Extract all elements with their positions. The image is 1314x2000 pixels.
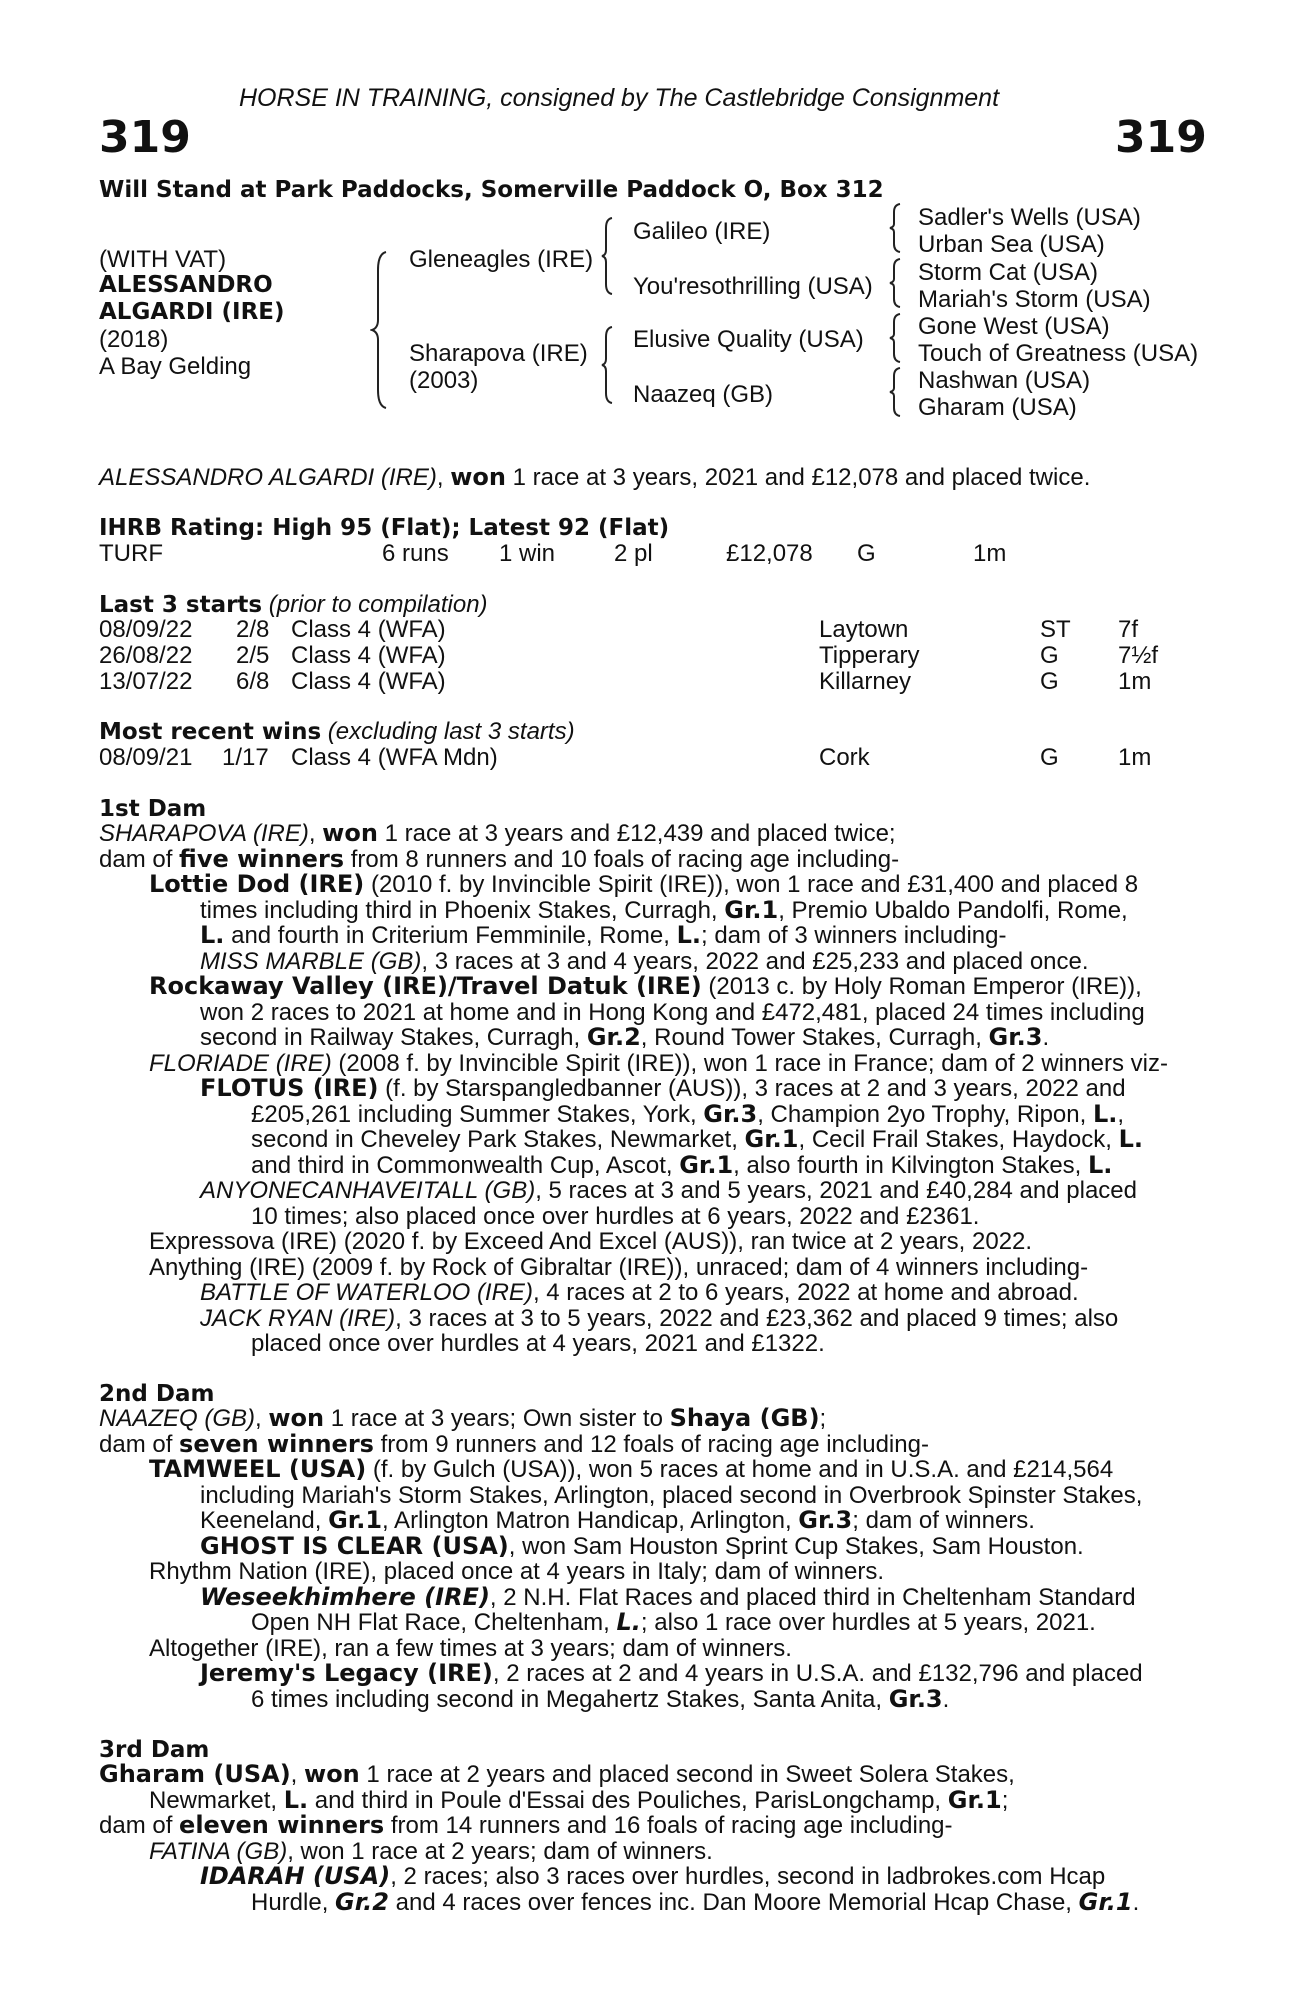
race-summary: ALESSANDRO ALGARDI (IRE), won 1 race at 3 years, 2021 and £12,078 and placed twice.: [99, 463, 1091, 491]
pedigree-dss: Gone West (USA): [918, 313, 1110, 340]
winners-count: five winners: [179, 844, 345, 873]
produce-name: MISS MARBLE (GB): [200, 947, 422, 975]
text: Keeneland,: [200, 1507, 329, 1534]
produce-line: [99, 1684, 1204, 1713]
lot-number-left: 319: [99, 112, 191, 163]
recent-win-pos: 1/17: [222, 744, 269, 771]
text: ,: [308, 820, 323, 847]
produce-name: GHOST IS CLEAR (USA): [200, 1531, 509, 1560]
text: from 14 runners and 16 foals of racing age including-: [384, 1812, 953, 1839]
rating-wins: 1 win: [499, 540, 556, 567]
produce-name: Lottie Dod (IRE): [149, 870, 365, 898]
last3-row-pos: 2/8: [236, 616, 270, 643]
last3-row-going: ST: [1040, 616, 1071, 643]
last3-row-course: Laytown: [819, 616, 909, 643]
text: .: [1042, 1024, 1050, 1051]
text: and 4 races over fences inc. Dan Moore Memorial Hcap Chase,: [388, 1888, 1079, 1916]
text: dam of: [99, 845, 180, 873]
produce-line: [99, 1887, 1204, 1916]
text: dam of: [99, 1812, 180, 1839]
grade: Gr.1: [328, 1506, 383, 1534]
pedigree-main-brace: [370, 250, 390, 410]
produce-name: BATTLE OF WATERLOO (IRE): [200, 1279, 533, 1306]
text: , 2 races; also 3 races over hurdles, second in ladbrokes.com Hcap: [390, 1863, 1106, 1890]
produce-line: [99, 1839, 1204, 1865]
dam2-line: [99, 1406, 1204, 1432]
last3-row-dist: 7f: [1118, 616, 1139, 643]
text: second in Cheveley Park Stakes, Newmarket,: [251, 1126, 745, 1153]
grade: L.: [200, 921, 225, 949]
recent-win-going: G: [1040, 744, 1059, 771]
grade: L.: [1088, 1150, 1113, 1179]
text: , Premio Ubaldo Pandolfi, Rome,: [778, 896, 1128, 924]
pedigree-dam: Sharapova (IRE): [409, 340, 588, 367]
lot-number-right: 319: [1115, 112, 1207, 163]
rating-earnings: £12,078: [726, 540, 813, 567]
grade: L.: [1092, 1099, 1118, 1128]
produce-name: FLOTUS (IRE): [200, 1074, 379, 1102]
recent-win-dist: 1m: [1118, 744, 1152, 771]
text: times including third in Phoenix Stakes, Curragh,: [200, 896, 725, 924]
last3-row-going: G: [1040, 668, 1059, 695]
winners-count: eleven winners: [179, 1811, 385, 1839]
text: , Arlington Matron Handicap, Arlington,: [382, 1507, 799, 1534]
produce-line: [99, 1661, 1204, 1687]
produce-line: [99, 1864, 1204, 1890]
produce-name: Rockaway Valley (IRE)/Travel Datuk (IRE): [149, 972, 702, 1000]
text: .: [942, 1685, 950, 1713]
grade: Gr.1: [679, 1150, 734, 1179]
produce-line: including Mariah's Storm Stakes, Arlington, placed second in Overbrook Spinster Stakes,: [200, 1481, 1143, 1509]
rating-title: IHRB Rating: High 95 (Flat); Latest 92 (Flat): [99, 515, 670, 541]
grade: L.: [1118, 1125, 1144, 1153]
recent-win-class: Class 4 (WFA Mdn): [291, 744, 498, 771]
recent-wins-note: (excluding last 3 starts): [321, 718, 575, 745]
pedigree-ssd: Urban Sea (USA): [918, 231, 1105, 258]
dam-name: NAAZEQ (GB): [99, 1405, 256, 1432]
text: , 5 races at 3 and 5 years, 2021 and £40,284 and placed: [535, 1177, 1137, 1204]
recent-win-date: 08/09/21: [99, 744, 193, 771]
produce-name: Jeremy's Legacy (IRE): [200, 1659, 493, 1687]
pedigree-brace-ds: [888, 312, 902, 364]
rating-placed: 2 pl: [614, 540, 653, 567]
produce-name: ANYONECANHAVEITALL (GB): [200, 1177, 536, 1204]
grade: Gr.1: [724, 895, 779, 924]
last3-row-course: Killarney: [819, 668, 912, 695]
produce-line: [99, 872, 1204, 898]
horse-name-line1: ALESSANDRO: [99, 272, 273, 298]
pedigree-brace-ss: [888, 202, 902, 254]
pedigree-ddd: Gharam (USA): [918, 394, 1077, 421]
text: £205,261 including Summer Stakes, York,: [251, 1100, 704, 1128]
produce-line: Altogether (IRE), ran a few times at 3 years; dam of winners.: [149, 1634, 792, 1662]
produce-line: [99, 1306, 1204, 1332]
recent-win-course: Cork: [819, 744, 870, 771]
text: Open NH Flat Race, Cheltenham,: [251, 1609, 617, 1636]
produce-line: Expressova (IRE) (2020 f. by Exceed And Excel (AUS)), ran twice at 2 years, 2022.: [149, 1228, 1033, 1255]
pedigree-sire-sire: Galileo (IRE): [633, 218, 771, 245]
grade: Gr.3: [988, 1023, 1043, 1051]
dam-name: SHARAPOVA (IRE): [99, 820, 309, 847]
produce-line: Anything (IRE) (2009 f. by Rock of Gibraltar (IRE)), unraced; dam of 4 winners including-: [149, 1253, 1089, 1281]
winners-count: seven winners: [179, 1429, 374, 1458]
text: , 2 races at 2 and 4 years in U.S.A. and £132,796 and placed: [492, 1660, 1143, 1687]
produce-line: [99, 949, 1204, 975]
text: , 3 races at 3 and 4 years, 2022 and £25,233 and placed once.: [421, 947, 1089, 975]
text: , also fourth in Kilvington Stakes,: [733, 1151, 1089, 1179]
pedigree-dam-brace: [600, 325, 614, 405]
produce-name: FATINA (GB): [149, 1837, 288, 1865]
text: ;: [819, 1405, 827, 1432]
text: from 9 runners and 12 foals of racing age including-: [373, 1430, 929, 1458]
dam3-line: [99, 1813, 1204, 1839]
grade: Gr.1: [744, 1125, 799, 1153]
text: ;: [1001, 1786, 1009, 1814]
produce-line: [99, 1150, 1204, 1179]
text: .: [1132, 1888, 1140, 1916]
last3-row-dist: 7½f: [1118, 642, 1159, 669]
text: (f. by Gulch (USA)), won 5 races at home and in U.S.A. and £214,564: [366, 1456, 1114, 1483]
grade: L.: [283, 1785, 309, 1814]
dam3-heading: 3rd Dam: [99, 1737, 210, 1763]
last3-row-class: Class 4 (WFA): [291, 668, 446, 695]
stable-location: Will Stand at Park Paddocks, Somerville Paddock O, Box 312: [99, 177, 884, 203]
pedigree-sds: Storm Cat (USA): [918, 259, 1099, 286]
pedigree-dsd: Touch of Greatness (USA): [918, 340, 1199, 367]
summary-text: 1 race at 3 years, 2021 and £12,078 and placed twice.: [505, 464, 1091, 491]
pedigree-sire-brace: [600, 216, 614, 296]
text: second in Railway Stakes, Curragh,: [200, 1024, 587, 1051]
produce-line: [99, 1025, 1204, 1051]
text: , Cecil Frail Stakes, Haydock,: [798, 1126, 1119, 1153]
text: and third in Poule d'Essai des Pouliches, ParisLongchamp,: [308, 1786, 948, 1814]
produce-line: [99, 1610, 1204, 1636]
produce-line: [99, 974, 1204, 1000]
text: , won 1 race at 2 years; dam of winners.: [287, 1837, 713, 1865]
produce-line: [99, 1457, 1204, 1483]
produce-line: placed once over hurdles at 4 years, 2021 and £1322.: [251, 1330, 825, 1357]
grade: Gr.3: [703, 1099, 758, 1128]
produce-line: [99, 1076, 1204, 1102]
text: , 3 races at 3 to 5 years, 2022 and £23,362 and placed 9 times; also: [395, 1304, 1119, 1332]
last3-row-pos: 6/8: [236, 668, 270, 695]
last3-row-class: Class 4 (WFA): [291, 642, 446, 669]
text: ; dam of winners.: [852, 1507, 1035, 1534]
horse-description: A Bay Gelding: [99, 353, 252, 380]
dam1-section: [99, 821, 1204, 1357]
text: and fourth in Criterium Femminile, Rome,: [224, 922, 677, 949]
text: Newmarket,: [149, 1786, 284, 1814]
won-label: won: [268, 1404, 325, 1432]
text: , Champion 2yo Trophy, Ripon,: [757, 1100, 1093, 1128]
last3-row-class: Class 4 (WFA): [291, 616, 446, 643]
produce-line: [99, 895, 1204, 924]
dam1-heading: 1st Dam: [99, 796, 207, 822]
grade: Gr.3: [798, 1506, 853, 1534]
recent-wins-title: Most recent wins: [99, 719, 322, 745]
grade: Gr.3: [888, 1684, 943, 1713]
text: 1 race at 2 years and placed second in Sweet Solera Stakes,: [359, 1761, 1015, 1788]
produce-name: JACK RYAN (IRE): [200, 1304, 396, 1332]
produce-line: [99, 1531, 1204, 1560]
recent-wins-heading: [99, 719, 575, 746]
dam1-line: [99, 844, 1204, 873]
text: , Round Tower Stakes, Curragh,: [640, 1024, 989, 1051]
grade: Gr.2: [586, 1023, 641, 1051]
text: , 2 N.H. Flat Races and placed third in Cheltenham Standard: [489, 1583, 1136, 1611]
dam3-line: [99, 1762, 1204, 1788]
won-label: won: [322, 819, 378, 847]
produce-name: TAMWEEL (USA): [149, 1455, 367, 1483]
text: 1 race at 3 years; Own sister to: [324, 1405, 670, 1432]
pedigree-dam-sire: Elusive Quality (USA): [633, 326, 864, 353]
produce-line: [99, 1178, 1204, 1204]
produce-line: [99, 1280, 1204, 1306]
text: and third in Commonwealth Cup, Ascot,: [251, 1151, 680, 1179]
dam2-section: [99, 1406, 1204, 1712]
pedigree-brace-dd: [888, 366, 902, 418]
rating-runs: 6 runs: [382, 540, 449, 567]
won-label: won: [304, 1760, 360, 1788]
last3-row-date: 13/07/22: [99, 668, 193, 695]
last3-row-course: Tipperary: [819, 642, 920, 669]
text: ,: [290, 1761, 305, 1788]
text: , 4 races at 2 to 6 years, 2022 at home and abroad.: [532, 1279, 1079, 1306]
pedigree-sss: Sadler's Wells (USA): [918, 204, 1141, 231]
pedigree-sdd: Mariah's Storm (USA): [918, 286, 1151, 313]
dam2-line: [99, 1429, 1204, 1458]
text: 6 times including second in Megahertz Stakes, Santa Anita,: [251, 1685, 889, 1713]
text: Hurdle,: [251, 1888, 336, 1916]
last3-row-date: 08/09/22: [99, 616, 193, 643]
text: , won Sam Houston Sprint Cup Stakes, Sam Houston.: [508, 1532, 1084, 1560]
text: (f. by Starspangledbanner (AUS)), 3 races at 2 and 3 years, 2022 and: [378, 1075, 1126, 1102]
text: ,: [1117, 1100, 1125, 1128]
rating-surface: TURF: [99, 540, 163, 567]
pedigree-sire: Gleneagles (IRE): [409, 246, 594, 273]
produce-line: Rhythm Nation (IRE), placed once at 4 years in Italy; dam of winners.: [149, 1558, 884, 1585]
pedigree-dds: Nashwan (USA): [918, 367, 1091, 394]
produce-line: [99, 1508, 1204, 1534]
relative-name: Shaya (GB): [669, 1404, 820, 1432]
produce-name: IDARAH (USA): [200, 1862, 391, 1890]
text: (2010 f. by Invincible Spirit (IRE)), won 1 race and £31,400 and placed 8: [364, 871, 1139, 898]
grade: Gr.1: [947, 1785, 1002, 1814]
last3-title: Last 3 starts: [99, 592, 263, 618]
grade: L.: [676, 921, 701, 949]
vat-note: (WITH VAT): [99, 246, 227, 273]
horse-name-line2: ALGARDI (IRE): [99, 299, 285, 325]
dam3-line: [99, 1785, 1204, 1814]
pedigree-dam-dam: Naazeq (GB): [633, 381, 774, 408]
pedigree-dam-year: (2003): [409, 367, 479, 394]
grade: Gr.1: [1078, 1887, 1133, 1916]
text: ,: [255, 1405, 269, 1432]
produce-line: [99, 1127, 1204, 1153]
last3-row-date: 26/08/22: [99, 642, 193, 669]
text: 1 race at 3 years and £12,439 and placed twice;: [377, 820, 896, 847]
produce-line: [99, 1099, 1204, 1128]
produce-name: Weseekhimhere (IRE): [200, 1582, 490, 1611]
dam3-section: [99, 1762, 1204, 1915]
produce-line: won 2 races to 2021 at home and in Hong Kong and £472,481, placed 24 times including: [200, 998, 1145, 1026]
text: dam of: [99, 1430, 180, 1458]
text: from 8 runners and 10 foals of racing age including-: [344, 845, 900, 873]
grade: Gr.2: [335, 1887, 389, 1916]
produce-line: [99, 923, 1204, 949]
rating-going: G: [857, 540, 876, 567]
grade: L.: [616, 1608, 641, 1636]
foaling-year: (2018): [99, 326, 169, 353]
last3-note: (prior to compilation): [262, 591, 488, 618]
rating-distance: 1m: [973, 540, 1007, 567]
produce-line: 10 times; also placed once over hurdles at 6 years, 2022 and £2361.: [251, 1202, 980, 1230]
text: (2013 c. by Holy Roman Emperor (IRE)),: [701, 973, 1142, 1000]
last3-row-dist: 1m: [1118, 668, 1152, 695]
catalogue-subtitle: HORSE IN TRAINING, consigned by The Castlebridge Consignment: [239, 84, 1000, 112]
dam-name: Gharam (USA): [99, 1760, 291, 1788]
pedigree-brace-sd: [888, 257, 902, 309]
summary-won: won: [450, 463, 506, 491]
last3-heading: [99, 592, 488, 619]
last3-row-going: G: [1040, 642, 1059, 669]
dam1-line: [99, 821, 1204, 847]
last3-row-pos: 2/5: [236, 642, 270, 669]
produce-name: FLORIADE (IRE): [149, 1049, 332, 1077]
dam2-heading: 2nd Dam: [99, 1381, 215, 1407]
pedigree-sire-dam: You'resothrilling (USA): [633, 273, 873, 300]
produce-line: [99, 1582, 1204, 1611]
produce-line: [99, 1051, 1204, 1077]
text: ; also 1 race over hurdles at 5 years, 2021.: [640, 1609, 1096, 1636]
summary-horse-name: ALESSANDRO ALGARDI (IRE): [99, 464, 437, 491]
text: (2008 f. by Invincible Spirit (IRE)), won 1 race in France; dam of 2 winners viz-: [331, 1049, 1169, 1077]
text: ; dam of 3 winners including-: [701, 922, 1007, 949]
